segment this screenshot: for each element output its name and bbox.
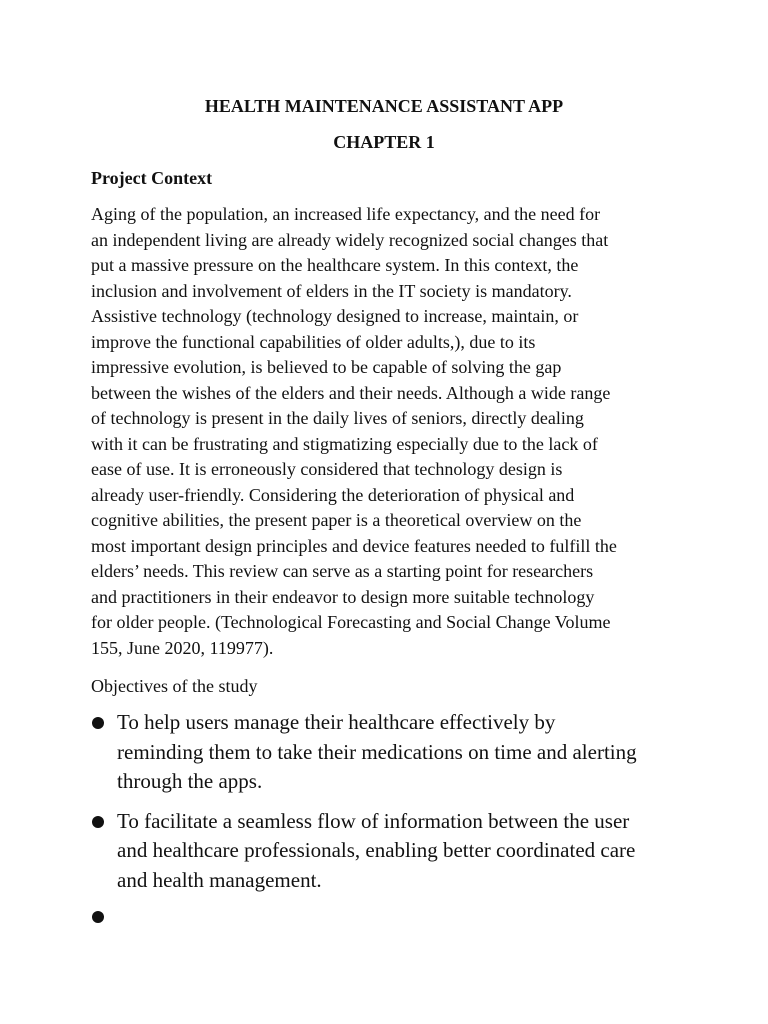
paragraph-line: for older people. (Technological Forecasting and Social Change Volume (91, 612, 611, 632)
paragraph-line: most important design principles and device features needed to fulfill the (91, 535, 617, 556)
project-context-paragraph (91, 202, 691, 661)
objective-line: To facilitate a seamless flow of information between the user (117, 808, 630, 833)
objective-item (91, 708, 711, 797)
objectives-label: Objectives of the study (91, 676, 258, 696)
paragraph-line: ease of use. It is erroneously considered that technology design is (91, 459, 563, 479)
paragraph-line: impressive evolution, is believed to be capable of solving the gap (91, 357, 562, 377)
paragraph-line: elders’ needs. This review can serve as a starting point for researchers (91, 561, 594, 581)
document-title: HEALTH MAINTENANCE ASSISTANT APP (204, 96, 564, 116)
paragraph-line: already user-friendly. Considering the deterioration of physical and (91, 484, 575, 505)
paragraph-line: an independent living are already widely recognized social changes that (91, 229, 609, 250)
objective-item (91, 807, 711, 896)
objective-line: To help users manage their healthcare effectively by (117, 710, 556, 734)
paragraph-line: and practitioners in their endeavor to design more suitable technology (91, 586, 595, 607)
chapter-heading: CHAPTER 1 (333, 132, 435, 152)
paragraph-line: with it can be frustrating and stigmatizing especially due to the lack of (91, 433, 598, 454)
objective-line: through the apps. (117, 769, 263, 793)
paragraph-line: cognitive abilities, the present paper is a theoretical overview on the (91, 510, 582, 530)
paragraph-line: put a massive pressure on the healthcare system. In this context, the (91, 255, 579, 275)
empty-bullet-icon (92, 911, 104, 923)
paragraph-line: Assistive technology (technology designed to increase, maintain, or (91, 306, 579, 326)
objective-line: and healthcare professionals, enabling better coordinated care (117, 838, 636, 862)
section-heading: Project Context (91, 168, 213, 188)
paragraph-line: between the wishes of the elders and their needs. Although a wide range (91, 382, 611, 403)
objectives-list (91, 708, 711, 905)
paragraph-line: inclusion and involvement of elders in the IT society is mandatory. (91, 280, 572, 301)
paragraph-line: Aging of the population, an increased life expectancy, and the need for (91, 204, 601, 224)
paragraph-line: 155, June 2020, 119977). (91, 637, 274, 658)
objective-line: and health management. (117, 867, 322, 892)
paragraph-line: of technology is present in the daily lives of seniors, directly dealing (91, 408, 584, 428)
bullet-icon (92, 717, 104, 729)
bullet-icon (92, 816, 104, 828)
objective-line: reminding them to take their medications on time and alerting (117, 739, 637, 764)
paragraph-line: improve the functional capabilities of older adults,), due to its (91, 331, 536, 352)
